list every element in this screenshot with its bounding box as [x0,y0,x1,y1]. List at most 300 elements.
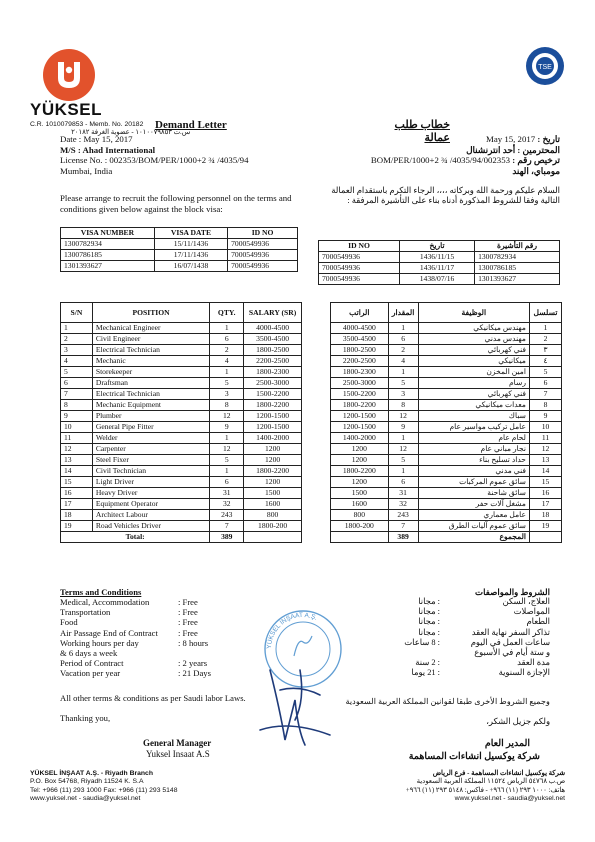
table-cell: 32 [388,499,418,510]
terms-item [360,617,550,627]
table-cell: 8 [61,400,93,411]
table-cell: 1 [530,323,562,334]
table-cell: 1200 [331,444,389,455]
table-cell: 2500-3000 [331,378,389,389]
positions-header: المقدار [388,303,418,323]
table-cell: 7000549936 [228,250,298,261]
total-value: 389 [388,532,418,543]
terms-item [360,597,550,607]
table-cell: 12 [210,411,244,422]
table-cell: Mechanical Engineer [92,323,209,334]
table-cell: 19 [530,521,562,532]
table-cell: 10 [530,422,562,433]
positions-header: الراتب [331,303,389,323]
table-cell: 4000-4500 [244,323,302,334]
signatory-title-ar: المدير العام [484,739,530,749]
table-cell: 1 [388,323,418,334]
table-cell: 8 [210,400,244,411]
terms-item-value: : Free [178,627,198,638]
table-cell: نجار مباني عام [418,444,529,455]
table-cell: 3 [61,345,93,356]
table-cell: 1500-2200 [244,389,302,400]
table-cell: 243 [210,510,244,521]
registration-number-ar: س.ت ١٠١٠٠٧٩٨٥٣ - عضوية الغرفة ٢٠١٨٢ [71,129,190,136]
table-cell: 9 [210,422,244,433]
table-cell: 1200 [244,477,302,488]
table-cell: 3 [210,389,244,400]
table-row [331,499,562,510]
thanks-en: Thanking you, [60,713,111,723]
table-cell: Storekeeper [92,367,209,378]
table-row [331,521,562,532]
terms-note-ar: وجميع الشروط الأخرى طبقا لقوانين المملكة العربية السعودية [345,697,550,706]
table-cell: Electrical Technician [92,389,209,400]
terms-item-label: Medical, Accommodation [60,597,150,607]
table-cell: 5 [388,455,418,466]
table-cell: 1300782934 [61,239,155,250]
table-cell: 2 [61,334,93,345]
terms-item [60,638,290,648]
table-cell: فني كهربائي [418,345,529,356]
positions-table-ar [330,302,562,543]
table-cell: 16 [61,488,93,499]
table-cell: 5 [210,378,244,389]
terms-item-label: ساعات العمل في اليوم [470,637,550,647]
table-row [61,444,302,455]
recipient-ar: أحد انترنشنال [466,144,516,155]
intro-en: Please arrange to recruit the following personnel on the terms and conditions given below against the block visa: [60,193,292,214]
table-cell: 2500-3000 [244,378,302,389]
terms-item-value: : 2 years [178,658,208,669]
positions-header: S/N [61,303,93,323]
table-cell: 1200 [244,455,302,466]
table-cell: 6 [388,477,418,488]
table-cell: 1600 [331,499,389,510]
terms-item-label: العلاج، السكن [502,597,550,606]
visa-table-en [60,227,298,272]
table-cell: Civil Technician [92,466,209,477]
table-row [61,510,302,521]
table-cell: 1200-1500 [244,411,302,422]
intro-ar: السلام عليكم ورحمة الله وبركاته ،،،، الرجاء التكرم باستقدام العمالة التالية وفقا للشروط المذكورة أدناه بناء على التأشيرة المرفقة : [331,186,560,205]
terms-item [360,638,550,648]
table-cell: 1800-200 [331,521,389,532]
table-cell: 1301393627 [61,261,155,272]
table-cell: 12 [210,444,244,455]
terms-heading-ar: الشروط والمواصفات [475,587,550,597]
table-row [61,433,302,444]
table-cell: 17/11/1436 [154,250,227,261]
terms-item-label: Period of Contract [60,658,124,669]
table-cell: 1 [388,466,418,477]
table-cell: سائق عموم المركبات [418,477,529,488]
table-cell: 1200-1500 [331,422,389,433]
footer-address-ar: ص.ب ٥٤٧٦٨ الرياض ١١٥٢٤ المملكة العربية السعودية [416,778,565,786]
table-cell: Welder [92,433,209,444]
table-cell: 8 [388,400,418,411]
table-cell: 1 [210,466,244,477]
table-cell: 8 [530,400,562,411]
table-cell: 1 [61,323,93,334]
table-cell: 17 [61,499,93,510]
table-cell: Carpenter [92,444,209,455]
terms-item [60,617,290,627]
table-row [319,274,560,285]
terms-item-value: : Free [178,617,198,628]
table-cell: 1800-2300 [331,367,389,378]
table-cell: ٣ [530,345,562,356]
terms-item-value: : مجانا [418,627,440,637]
total-label: Total: [61,532,210,543]
table-cell: Heavy Driver [92,488,209,499]
terms-item-value: : 8 ساعات [404,637,440,647]
date-en: Date : May 15, 2017 [60,134,133,144]
table-cell: سائق عموم آليات الطرق [418,521,529,532]
table-cell: ٤ [530,356,562,367]
terms-note-en: All other terms & conditions as per Saudi labor Laws. [60,693,246,703]
table-cell: 13 [61,455,93,466]
terms-item-value: : Free [178,597,198,607]
terms-item [60,648,290,658]
table-cell: 1800-2300 [244,367,302,378]
table-cell: Light Driver [92,477,209,488]
table-cell: 15 [61,477,93,488]
table-cell: 2 [530,334,562,345]
table-cell: 13 [530,455,562,466]
table-cell: امين المخزن [418,367,529,378]
visa-header: ID NO [319,241,400,252]
terms-item-value: : مجانا [418,597,440,606]
table-cell: 31 [388,488,418,499]
table-row [61,477,302,488]
license-en: License No. : 002353/BOM/PER/1000+2 ¾ /4035/94 [60,155,249,165]
title-en: Demand Letter [155,119,227,131]
terms-item [360,668,550,678]
table-cell: مهندس مدني [418,334,529,345]
terms-item-value: : 21 Days [178,668,211,679]
table-cell: 3500-4500 [244,334,302,345]
table-cell: 12 [61,444,93,455]
svg-text:YÜKSEL İNŞAAT A.Ş. [265,612,318,649]
title-ar: خطاب طلب عمالة [394,119,450,144]
table-cell: Mechanic [92,356,209,367]
table-cell: 1800-2200 [331,400,389,411]
table-cell: 18 [61,510,93,521]
terms-item [360,628,550,638]
table-cell: 12 [530,444,562,455]
table-cell: 16/07/1438 [154,261,227,272]
table-row [61,455,302,466]
table-row [61,411,302,422]
visa-header: VISA NUMBER [61,228,155,239]
footer-address-en: P.O. Box 54768, Riyadh 11524 K. S.A [30,778,144,786]
terms-item-label: Food [60,617,78,628]
table-cell: 1300786185 [61,250,155,261]
table-cell: 11 [61,433,93,444]
terms-item-label: الإجازة السنوية [498,668,550,678]
recipient-label-ar: المحترمين : [517,144,560,155]
certification-seal [525,46,565,86]
table-row [331,378,562,389]
table-cell: 6 [210,477,244,488]
table-cell: 10 [61,422,93,433]
table-cell: 1436/11/17 [400,263,475,274]
table-row [331,389,562,400]
terms-item-value: : مجانا [418,617,440,627]
footer-company-en: YÜKSEL İNŞAAT A.Ş. - Riyadh Branch [30,770,153,777]
table-cell: 12 [388,444,418,455]
table-cell: 7000549936 [319,274,400,285]
table-cell: Equipment Operator [92,499,209,510]
table-cell: Road Vehicles Driver [92,521,209,532]
positions-table-en [60,302,302,543]
signatory-company-en: Yuksel Insaat A.S [146,749,210,759]
table-cell: 5 [61,367,93,378]
table-cell: 7000549936 [319,252,400,263]
table-cell: 1200 [331,477,389,488]
table-cell: 6 [530,378,562,389]
table-cell: 15 [530,477,562,488]
terms-item-label: تذاكر السفر نهاية العقد [471,627,550,637]
table-cell: 7000549936 [228,261,298,272]
table-cell: 7000549936 [228,239,298,250]
table-cell: 7 [61,389,93,400]
table-row [331,444,562,455]
table-cell: 1800-200 [244,521,302,532]
table-cell: 5 [530,367,562,378]
terms-item [60,628,290,638]
table-cell: 4 [210,356,244,367]
table-cell: مهندس ميكانيكي [418,323,529,334]
table-cell: 1800-2200 [331,466,389,477]
table-cell: سائق شاحنة [418,488,529,499]
table-cell: 5 [210,455,244,466]
signatory-title-en: General Manager [143,738,212,748]
table-cell: لحام عام [418,433,529,444]
table-cell: 2 [388,345,418,356]
terms-item-value: : 8 hours [178,637,209,648]
table-row [331,466,562,477]
table-row [61,334,302,345]
table-cell: Draftsman [92,378,209,389]
table-cell: 1500-2200 [331,389,389,400]
table-cell: 1 [210,367,244,378]
thanks-ar: ولكم جزيل الشكر، [486,717,550,726]
terms-item [360,607,550,617]
table-row [61,345,302,356]
table-cell: 1300786185 [475,263,560,274]
table-cell: Steel Fixer [92,455,209,466]
table-row [61,466,302,477]
license-value-ar: 002353/BOM/PER/1000+2 ¾ /4035/94 [370,155,510,165]
table-cell: 7 [210,521,244,532]
footer-phone-ar: هاتف: ١٠٠٠ ٢٩٣ (١١) ٩٦٦+ - فاكس: ٥١٤٨ ٢٩٣ (١١) ٩٦٦+ [405,786,565,794]
table-row [61,422,302,433]
table-cell: 9 [530,411,562,422]
table-cell: 1436/11/15 [400,252,475,263]
table-cell: 1500 [331,488,389,499]
table-cell: مشغل آلات حفر [418,499,529,510]
table-cell: 1 [210,323,244,334]
terms-item-label: المواصلات [513,607,550,617]
table-row [331,323,562,334]
table-row [331,356,562,367]
recipient-en: M/S : Ahad International [60,144,156,155]
table-cell: فني كهربائي [418,389,529,400]
terms-list-ar [360,597,550,679]
table-cell: 1400-2000 [331,433,389,444]
table-cell: 1 [388,433,418,444]
table-row [331,411,562,422]
handwritten-signature [250,660,340,755]
table-cell: 7000549936 [319,263,400,274]
table-cell: 243 [388,510,418,521]
city-en: Mumbai, India [60,165,113,176]
table-cell: 4000-4500 [331,323,389,334]
registration-number: C.R. 1010079853 - Memb. No. 20182 [30,121,144,128]
terms-item-value: : 21 يوما [411,668,440,678]
table-cell: حداد تسليح بناء [418,455,529,466]
table-cell: 17 [530,499,562,510]
table-row [331,367,562,378]
stamp-text: YÜKSEL İNŞAAT A.Ş. [265,611,319,650]
table-cell: 2200-2500 [244,356,302,367]
date-label-ar: تاريخ : [537,134,560,144]
table-row [61,323,302,334]
visa-header: ID NO [228,228,298,239]
table-cell: 5 [388,378,418,389]
terms-item [360,648,550,658]
table-row [61,356,302,367]
table-row [61,250,298,261]
table-row [331,455,562,466]
table-cell: 4 [388,356,418,367]
table-cell: Plumber [92,411,209,422]
positions-header: SALARY (SR) [244,303,302,323]
table-row [61,378,302,389]
table-row [61,389,302,400]
table-cell: 9 [61,411,93,422]
table-row [61,261,298,272]
positions-header: POSITION [92,303,209,323]
positions-header: تسلسل [530,303,562,323]
terms-item-label: & 6 days a week [60,648,118,659]
table-cell: Architect Labour [92,510,209,521]
table-row [61,499,302,510]
table-cell: 1200 [244,444,302,455]
table-cell: 3500-4500 [331,334,389,345]
table-cell: رسام [418,378,529,389]
positions-header: QTY. [210,303,244,323]
table-cell: 1300782934 [475,252,560,263]
footer-company-ar: شركة يوكسيل انشاءات المساهمة - فرع الرياض [432,770,565,777]
terms-item-label: مدة العقد [517,658,550,668]
table-cell: 18 [530,510,562,521]
table-cell: Electrical Technician [92,345,209,356]
table-row [61,367,302,378]
table-cell: Civil Engineer [92,334,209,345]
table-cell: فني مدني [418,466,529,477]
table-cell: 6 [61,378,93,389]
table-row [331,345,562,356]
table-cell: 1500 [244,488,302,499]
total-value: 389 [210,532,244,543]
table-cell: 800 [331,510,389,521]
table-row [61,239,298,250]
terms-item-value: : مجانا [418,607,440,617]
table-row [319,263,560,274]
table-cell: 7 [530,389,562,400]
table-cell: 15/11/1436 [154,239,227,250]
table-cell: 11 [530,433,562,444]
terms-item [360,658,550,668]
table-cell: 800 [244,510,302,521]
table-cell: عامل تركيب مواسير عام [418,422,529,433]
table-cell: 1800-2200 [244,466,302,477]
total-label: المجموع [418,532,529,543]
table-row [319,252,560,263]
table-cell: 1600 [244,499,302,510]
table-cell: 1800-2500 [331,345,389,356]
table-cell: 12 [388,411,418,422]
brand-name: YÜKSEL [30,100,102,119]
table-cell: 1200-1500 [244,422,302,433]
table-row [331,488,562,499]
table-cell: 1 [388,367,418,378]
footer-web-en: www.yuksel.net - saudia@yuksel.net [30,795,141,803]
date-value-ar: May 15, 2017 [486,134,536,144]
table-cell: 3 [388,389,418,400]
visa-table-ar [318,240,560,285]
terms-item-label: Transportation [60,607,111,618]
table-cell: 6 [388,334,418,345]
table-cell: سباك [418,411,529,422]
table-cell: Mechanic Equipment [92,400,209,411]
signatory-company-ar: شركة يوكسيل انشاءات المساهمة [408,752,540,762]
table-cell: 1438/07/16 [400,274,475,285]
svg-text:TSE: TSE [538,64,552,71]
visa-header: رقم التأشيرة [475,241,560,252]
table-cell: 7 [388,521,418,532]
table-cell: 1800-2200 [244,400,302,411]
table-cell: عامل معماري [418,510,529,521]
table-row [331,400,562,411]
footer-web-ar: www.yuksel.net - saudia@yuksel.net [454,795,565,803]
table-cell: 1 [210,433,244,444]
table-row [331,477,562,488]
table-cell: معدات ميكانيكي [418,400,529,411]
table-cell: 1800-2500 [244,345,302,356]
table-cell: 2 [210,345,244,356]
table-row [331,510,562,521]
table-cell: 1400-2000 [244,433,302,444]
table-cell: 9 [388,422,418,433]
visa-header: VISA DATE [154,228,227,239]
table-cell: 1200 [331,455,389,466]
terms-item-label: الطعام [526,617,550,627]
terms-item-label: Working hours per day [60,637,139,648]
table-cell: ميكانيكي [418,356,529,367]
table-cell: 1301393627 [475,274,560,285]
terms-item [60,597,290,607]
table-row [331,433,562,444]
table-cell: 1200-1500 [331,411,389,422]
table-cell: 14 [530,466,562,477]
table-cell: 32 [210,499,244,510]
table-row [61,400,302,411]
table-cell: 6 [210,334,244,345]
table-row [61,521,302,532]
